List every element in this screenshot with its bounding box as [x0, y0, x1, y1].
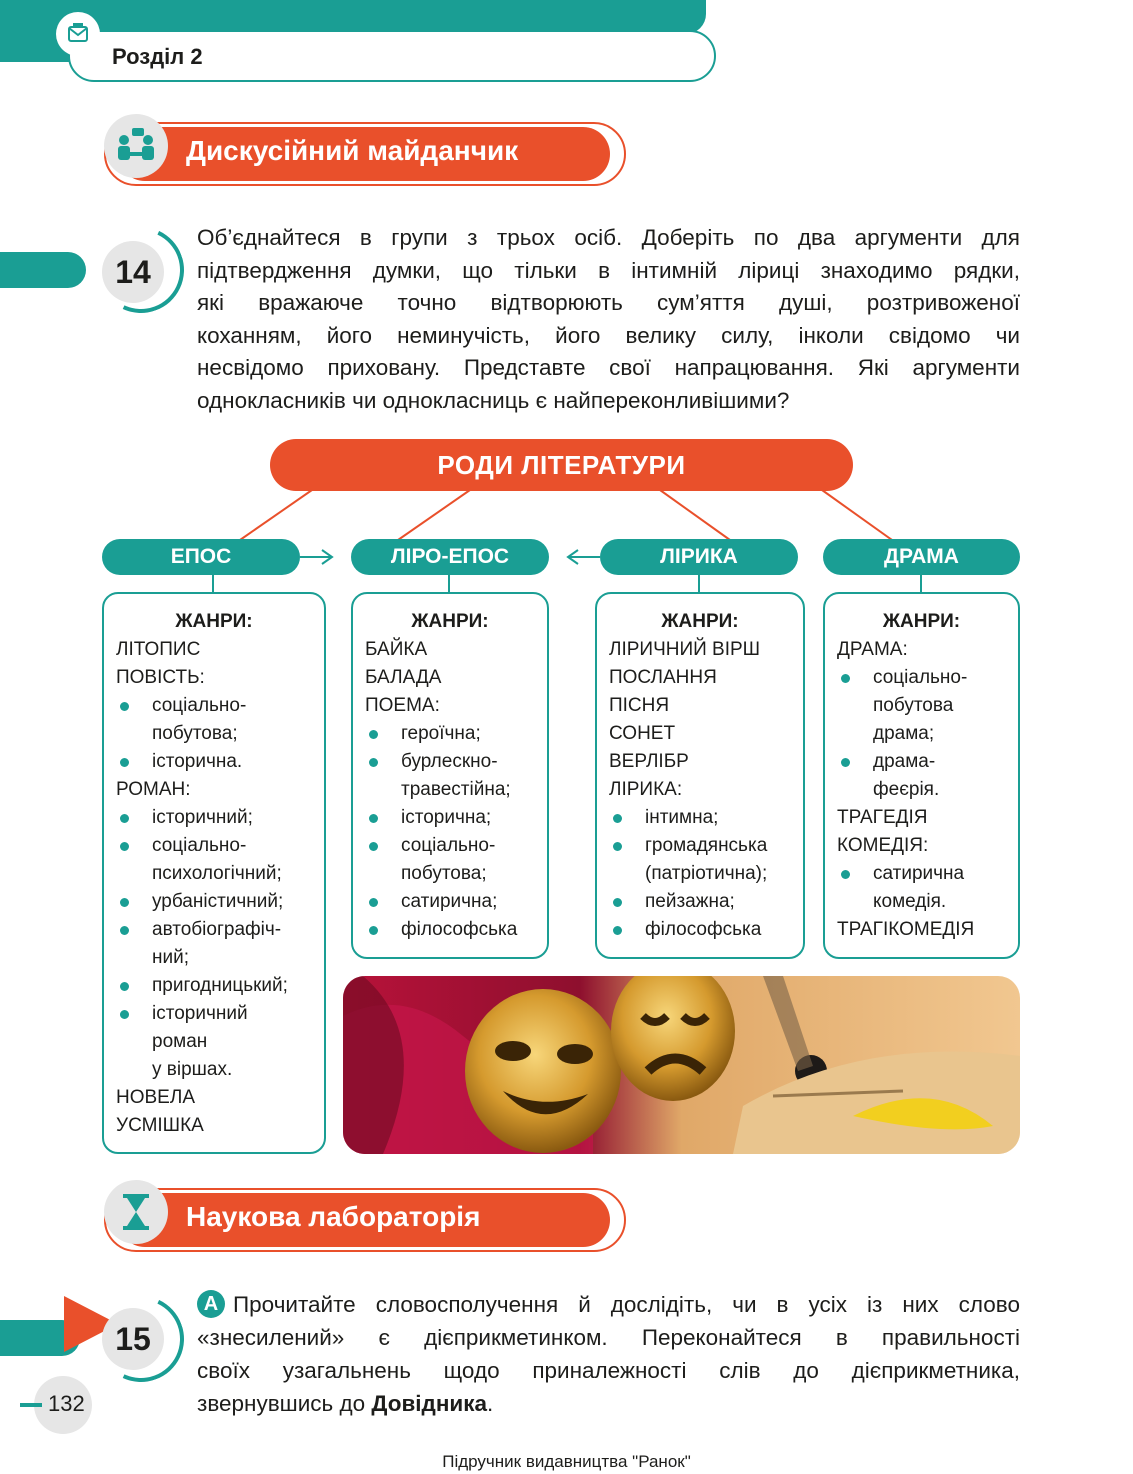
section-label: Розділ 2 [112, 44, 203, 69]
task-number-14: 14 [102, 241, 164, 303]
task-14-line: підтвердження думки, що тільки в інтимній ліриці знаходимо рядки, [197, 257, 1020, 283]
genre-bullet-item: автобіографіч- [116, 916, 312, 944]
genre-item: КОМЕДІЯ: [837, 835, 929, 856]
genre-bullet-item: історична; [365, 804, 535, 832]
genre-bullet-item: сатирична; [365, 888, 535, 916]
genre-item: ДРАМА: [837, 639, 908, 660]
genre-item-continuation: побутова; [401, 863, 487, 884]
genre-bullet-item: пейзажна; [609, 888, 791, 916]
genre-bullet-item: сатирична [837, 860, 1006, 888]
genre-bullet-item: громадянська [609, 832, 791, 860]
subtask-a-badge: А [197, 1290, 225, 1318]
genres-box-epos [102, 592, 326, 1154]
genre-bullet-item: соціально- [116, 692, 312, 720]
genre-item-continuation: комедія. [873, 891, 947, 912]
hourglass-icon [104, 1180, 168, 1244]
task-14-line: несвідомо приховану. Представте свої напрацювання. Які аргументи [197, 355, 1020, 380]
kind-drama: ДРАМА [823, 539, 1020, 575]
task-14-line: коханням, його неминучість, його велику силу, інколи свідомо чи [197, 322, 1020, 348]
genres-box-drama [823, 592, 1020, 959]
genre-item: РОМАН: [116, 779, 191, 800]
genres-box-liryka [595, 592, 805, 959]
genre-bullet-item: інтимна; [609, 804, 791, 832]
genre-bullet-item: історичний; [116, 804, 312, 832]
genre-bullet-item: соціально- [365, 832, 535, 860]
genre-bullet-item: бурлескно- [365, 748, 535, 776]
genre-item-continuation: феєрія. [873, 779, 940, 800]
genre-item: ЛІТОПИС [116, 639, 201, 660]
kind-epos: ЕПОС [102, 539, 300, 575]
genre-bullet-item: урбаністичний; [116, 888, 312, 916]
diagram-connectors [0, 0, 1133, 600]
task-15-line [197, 1289, 1020, 1322]
theater-masks-image [343, 976, 1020, 1154]
genre-item: БАЛАДА [365, 667, 442, 688]
genre-item-continuation: побутова [873, 695, 954, 716]
handbook-link-text: Довідника [371, 1391, 488, 1416]
genre-item: БАЙКА [365, 639, 428, 660]
kind-liryka: ЛІРИКА [600, 539, 798, 575]
kind-liro-epos: ЛІРО-ЕПОС [351, 539, 549, 575]
genre-bullet-item: соціально- [116, 832, 312, 860]
genre-item: ПОСЛАННЯ [609, 667, 717, 688]
task-14-line: які вражаюче точно відтворюють сум’яття душі, розтривоженої [197, 290, 1020, 315]
genres-header: ЖАНРИ: [175, 611, 253, 632]
genre-item: ПІСНЯ [609, 695, 670, 716]
lab-title: Наукова лабораторія [186, 1201, 481, 1232]
genre-item-continuation: ний; [152, 947, 189, 968]
genre-item: ТРАГЕДІЯ [837, 807, 928, 828]
genres-header: ЖАНРИ: [882, 611, 961, 632]
task-15-line: своїх узагальнень щодо приналежності слів до дієприкметника, [197, 1358, 1020, 1383]
task-number-15: 15 [102, 1308, 164, 1370]
genre-item-continuation: драма; [873, 723, 935, 744]
genre-bullet-item: пригодницький; [116, 972, 312, 1000]
genre-item: ВЕРЛІБР [609, 751, 689, 772]
task-14-line: Об’єднайтеся в групи з трьох осіб. Доберіть по два аргументи для [197, 225, 1020, 250]
genre-item-continuation: роман [152, 1031, 208, 1052]
discussion-title: Дискусійний майданчик [186, 135, 519, 166]
lab-section-title [104, 1188, 626, 1252]
genre-bullet-item: історична. [116, 748, 312, 776]
genre-item-continuation: (патріотична); [645, 863, 768, 884]
genre-item: ТРАГІКОМЕДІЯ [837, 919, 975, 940]
genre-bullet-item: філософська [365, 916, 535, 944]
task-15-line [197, 1388, 1020, 1421]
genre-bullet-item: філософська [609, 916, 791, 944]
genre-item: ЛІРИЧНИЙ ВІРШ [609, 639, 761, 660]
genre-item-continuation: побутова; [152, 723, 238, 744]
genre-bullet-item: соціально- [837, 664, 1006, 692]
genre-item-continuation: психологічний; [152, 863, 282, 884]
genres-header: ЖАНРИ: [661, 611, 739, 632]
genre-bullet-item: драма- [837, 748, 1006, 776]
genres-box-liro-epos [351, 592, 549, 959]
genre-item: СОНЕТ [609, 723, 676, 744]
publisher-footer: Підручник видавництва "Ранок" [442, 1452, 691, 1471]
task-15-line4-pre: звернувшись до [197, 1391, 372, 1416]
genre-bullet-item: героїчна; [365, 720, 535, 748]
genre-item: ЛІРИКА: [609, 779, 683, 800]
genre-item: ПОЕМА: [365, 695, 440, 716]
genre-item-continuation: у віршах. [152, 1059, 233, 1080]
genre-item: НОВЕЛА [116, 1087, 195, 1108]
task-14-line: однокласників чи однокласниць є найпереконливішими? [197, 387, 790, 413]
genre-item: УСМІШКА [116, 1115, 204, 1136]
genre-item-continuation: травестійна; [401, 779, 511, 800]
page-number-dash [20, 1403, 42, 1407]
page-number: 132 [48, 1391, 85, 1416]
task-15-line4-post: . [487, 1391, 494, 1416]
genre-bullet-item: історичний [116, 1000, 312, 1028]
genre-item: ПОВІСТЬ: [116, 667, 205, 688]
genres-header: ЖАНРИ: [411, 611, 489, 632]
task-15-line-text: Прочитайте словосполучення й дослідіть, чи в усіх із них слово [233, 1292, 1020, 1317]
literature-kinds-root: РОДИ ЛІТЕРАТУРИ [270, 439, 853, 491]
task-15-line: «знесилений» є дієприкметинком. Переконайтеся в правильності [197, 1325, 1020, 1350]
